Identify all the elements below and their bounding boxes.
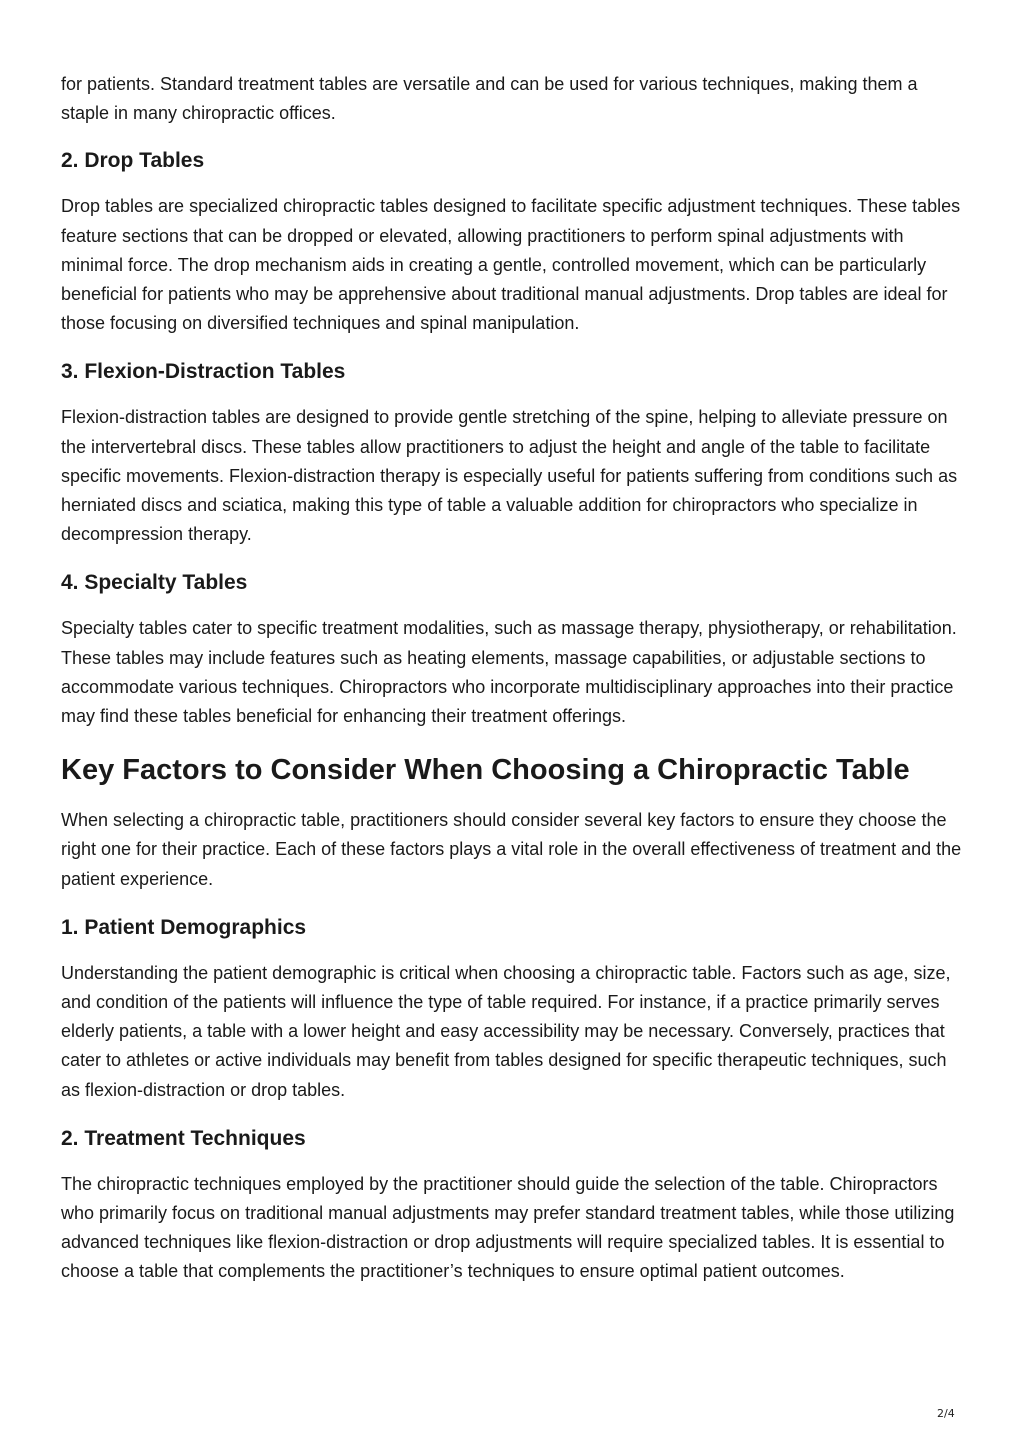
page-number: 2/4 [937,1407,955,1420]
section-heading-flexion-distraction: 3. Flexion-Distraction Tables [61,360,346,384]
intro-paragraph: for patients. Standard treatment tables are versatile and can be used for various techniques, making them a staple in many chiropractic offices. [61,74,918,124]
factor-heading-treatment-techniques: 2. Treatment Techniques [61,1126,306,1150]
section-body-flexion-distraction: Flexion-distraction tables are designed to provide gentle stretching of the spine, helping to alleviate pressure on the intervertebral discs. These tables allow practitioners to adjust the height and angle of the table to facilitate specific movements. Flexion-distraction therapy is especially useful for patients suffering from conditions such as herniated discs and sciatica, making this type of table a valuable addition for chiropractors who specialize in decompression therapy. [61,407,958,545]
factor-heading-patient-demographics: 1. Patient Demographics [61,915,307,939]
section-heading-drop-tables: 2. Drop Tables [61,149,205,173]
key-factors-intro: When selecting a chiropractic table, practitioners should consider several key factors to ensure they choose the right one for their practice. Each of these factors plays a vital role in the overall effectiveness of treatment and the patient experience. [61,810,962,889]
factor-body-patient-demographics: Understanding the patient demographic is critical when choosing a chiropractic table. Factors such as age, size, and condition of the patients will influence the type of table required. For instance, if a practice primarily serves elderly patients, a table with a lower height and easy accessibility may be necessary. Conversely, practices that cater to athletes or active individuals may benefit from tables designed for specific therapeutic techniques, such as flexion-distraction or drop tables. [61,962,951,1100]
section-body-specialty-tables: Specialty tables cater to specific treatment modalities, such as massage therapy, physiotherapy, or rehabilitation. These tables may include features such as heating elements, massage capabilities, or adjustable sections to accommodate various techniques. Chiropractors who incorporate multidisciplinary approaches into their practice may find these tables beneficial for enhancing their treatment offerings. [61,618,957,727]
section-body-drop-tables: Drop tables are specialized chiropractic tables designed to facilitate specific adjustment techniques. These tables feature sections that can be dropped or elevated, allowing practitioners to perform spinal adjustments with minimal force. The drop mechanism aids in creating a gentle, controlled movement, which can be particularly beneficial for patients who may be apprehensive about traditional manual adjustments. Drop tables are ideal for those focusing on diversified techniques and spinal manipulation. [61,196,961,334]
section-heading-specialty-tables: 4. Specialty Tables [61,571,248,595]
factor-body-treatment-techniques: The chiropractic techniques employed by the practitioner should guide the selection of the table. Chiropractors who primarily focus on traditional manual adjustments may prefer standard treatment tables, while those utilizing advanced techniques like flexion-distraction or drop adjustments will require specialized tables. It is essential to choose a table that complements the practitioner’s techniques to ensure optimal patient outcomes. [61,1173,955,1282]
document-page [61,70,966,1287]
main-heading-key-factors: Key Factors to Consider When Choosing a Chiropractic Table [61,754,910,787]
